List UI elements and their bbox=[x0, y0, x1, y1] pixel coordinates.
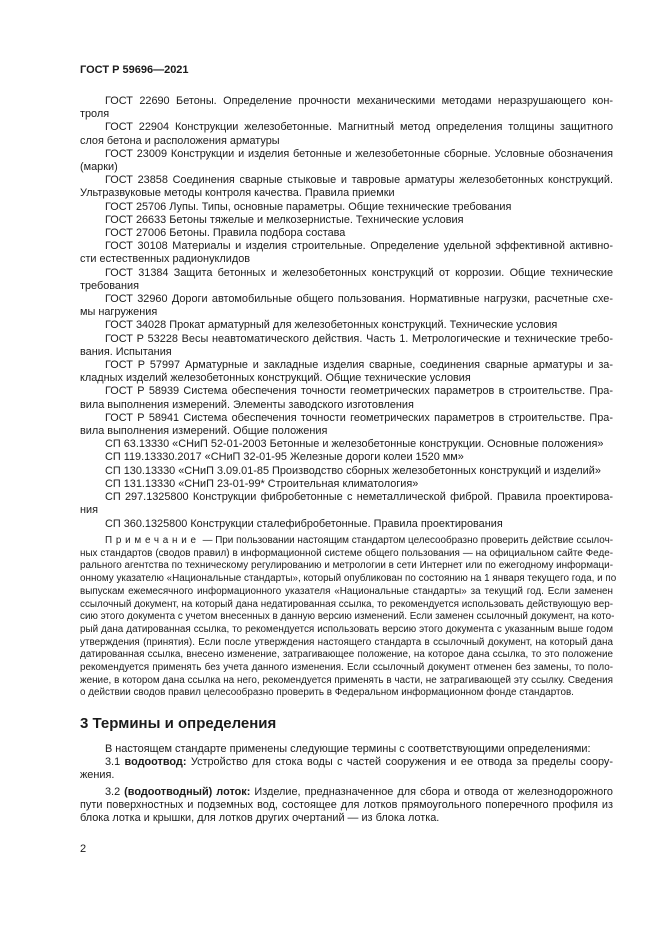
reference-entry bbox=[80, 95, 613, 121]
section-heading: 3 Термины и определения bbox=[80, 715, 277, 732]
reference-entry bbox=[80, 148, 613, 174]
text-line: СП 63.13330 «СНиП 52-01-2003 Бетонные и железобетонные конструкции. Основные положения» bbox=[105, 438, 604, 451]
text-line: выпускам ежемесячного информационного указателя «Национальные стандарты» за текущий год. Если заменен bbox=[80, 585, 613, 597]
reference-entry bbox=[80, 359, 613, 385]
reference-entry bbox=[80, 412, 613, 438]
section-body bbox=[80, 743, 613, 825]
term-name: (водоотводный) лоток: bbox=[124, 785, 251, 798]
note-label: Примечание bbox=[105, 535, 200, 546]
reference-entry bbox=[80, 478, 613, 491]
term-definition bbox=[80, 756, 613, 782]
document-designation: ГОСТ Р 59696—2021 bbox=[80, 64, 189, 76]
text-line: СП 297.1325800 Конструкции фибробетонные с неметаллической фиброй. Правила проектирова- bbox=[105, 491, 613, 504]
text-line: СП 360.1325800 Конструкции сталефибробетонные. Правила проектирования bbox=[105, 517, 503, 530]
reference-entry bbox=[80, 121, 613, 147]
text-line: вила выполнения измерений. Элементы заводского изготовления bbox=[80, 398, 414, 411]
reference-entry bbox=[80, 465, 613, 478]
text-line: пути поверхностных и подземных вод, состоящее для лотков прямоугольного поперечного профиля из bbox=[80, 798, 613, 811]
text-line: ния bbox=[80, 504, 98, 517]
normative-references-list bbox=[80, 95, 613, 531]
text-line: рекомендуется применять без учета данного изменения. Если ссылочный документ отменен без замены, то поло- bbox=[80, 662, 613, 674]
text-line: вила выполнения измерений. Общие положения bbox=[80, 425, 328, 438]
text-line: датированная ссылка, внесено изменение, затрагивающее положение, на которое дана ссылка, то это положение bbox=[80, 649, 613, 661]
text-line: ГОСТ Р 57997 Арматурные и закладные изделия сварные, соединения сварные арматуры и за- bbox=[105, 359, 613, 372]
note-text: — При пользовании настоящим стандартом целесообразно проверить действие ссылоч- bbox=[202, 535, 614, 546]
reference-entry bbox=[80, 333, 613, 359]
text-line: жения. bbox=[80, 769, 115, 782]
text-line: ГОСТ 22904 Конструкции железобетонные. Магнитный метод определения толщины защитного bbox=[105, 121, 613, 134]
reference-entry bbox=[80, 267, 613, 293]
term-definition-text: Изделие, предназначенное для сбора и отвода от железнодорожного bbox=[254, 785, 613, 798]
reference-entry bbox=[80, 451, 613, 464]
text-line: ГОСТ 23858 Соединения сварные стыковые и тавровые арматуры железобетонных конструкций. bbox=[105, 174, 613, 187]
text-line bbox=[80, 756, 613, 769]
page-number: 2 bbox=[80, 843, 87, 855]
section-intro: В настоящем стандарте применены следующие термины с соответствующими определениями: bbox=[105, 743, 591, 755]
text-line: ГОСТ 30108 Материалы и изделия строительные. Определение удельной эффективной активно- bbox=[105, 240, 613, 253]
text-line: кладных изделий железобетонных конструкций. Общие технические условия bbox=[80, 372, 471, 385]
text-line bbox=[80, 535, 613, 548]
text-line: ГОСТ 32960 Дороги автомобильные общего пользования. Нормативные нагрузки, расчетные схе- bbox=[105, 293, 613, 306]
text-line: рального агентства по техническому регулированию и метрологии в сети Интернет или по ежегодному информаци- bbox=[80, 560, 613, 572]
text-line: СП 130.13330 «СНиП 3.09.01-85 Производство сборных железобетонных конструкций и изделий» bbox=[105, 464, 601, 477]
text-line: Ультразвуковые методы контроля качества. Правила приемки bbox=[80, 187, 395, 200]
text-line: ГОСТ 22690 Бетоны. Определение прочности механическими методами неразрушающего кон- bbox=[105, 95, 613, 107]
text-line: ГОСТ Р 58939 Система обеспечения точности геометрических параметров в строительстве. Пра- bbox=[105, 385, 613, 398]
text-line: о действии сводов правил целесообразно проверить в Федеральном информационном фонде стандартов. bbox=[80, 687, 574, 699]
text-line: ных стандартов (сводов правил) в информационной системе общего пользования — на официальном сайте Феде- bbox=[80, 547, 613, 559]
text-line: требования bbox=[80, 279, 139, 292]
text-line: СП 119.13330.2017 «СНиП 32-01-95 Железные дороги колеи 1520 мм» bbox=[105, 451, 464, 464]
note bbox=[80, 535, 617, 700]
reference-entry bbox=[80, 201, 613, 214]
text-line: ГОСТ 27006 Бетоны. Правила подбора состава bbox=[105, 227, 346, 240]
reference-entry bbox=[80, 438, 613, 451]
text-line: ссылочный документ, на который дана недатированная ссылка, то рекомендуется использовать действующую вер- bbox=[80, 598, 613, 610]
reference-entry bbox=[80, 293, 613, 319]
reference-entry bbox=[80, 518, 613, 531]
text-line: мы нагружения bbox=[80, 306, 158, 319]
text-line: (марки) bbox=[80, 161, 118, 174]
reference-entry bbox=[80, 385, 613, 411]
text-line: троля bbox=[80, 108, 110, 121]
text-line: сти естественных радионуклидов bbox=[80, 253, 251, 266]
text-line bbox=[80, 786, 613, 799]
text-line: ГОСТ 31384 Защита бетонных и железобетонных конструкций от коррозии. Общие технические bbox=[105, 266, 613, 279]
text-line: ГОСТ 34028 Прокат арматурный для железобетонных конструкций. Технические условия bbox=[105, 319, 558, 332]
text-line: онному указателю «Национальные стандарты», который опубликован по состоянию на 1 января текущего года, и по bbox=[80, 573, 617, 585]
text-line: рый дана датированная ссылка, то рекомендуется использовать версию этого документа с указанным выше годом bbox=[80, 623, 613, 635]
term-name: водоотвод: bbox=[124, 756, 187, 769]
text-line: ГОСТ 25706 Лупы. Типы, основные параметры. Общие технические требования bbox=[105, 200, 512, 213]
text-line: вания. Испытания bbox=[80, 345, 172, 358]
term-definition-text: Устройство для стока воды с частей сооружения и ее отвода за пределы соору- bbox=[190, 756, 613, 769]
text-line: блока лотка и крышки, для лотков других очертаний — из блока лотка. bbox=[80, 812, 440, 825]
text-line: сию этого документа с учетом внесенных в данную версию изменений. Если заменен ссылочный документ, на кото- bbox=[80, 611, 615, 623]
reference-entry bbox=[80, 491, 613, 517]
reference-entry bbox=[80, 240, 613, 266]
text-line: утверждения (принятия). Если после утверждения настоящего стандарта в ссылочный документ, на который дана bbox=[80, 636, 613, 648]
text-line: жение, в котором дана ссылка на него, рекомендуется применять в части, не затрагивающей эту ссылку. Сведения bbox=[80, 674, 613, 686]
term-number: 3.1 bbox=[105, 756, 121, 769]
text-line: ГОСТ Р 53228 Весы неавтоматического действия. Часть 1. Метрологические и технические требо- bbox=[105, 332, 613, 345]
reference-entry bbox=[80, 214, 613, 227]
text-line: ГОСТ 26633 Бетоны тяжелые и мелкозернистые. Технические условия bbox=[105, 213, 464, 226]
reference-entry bbox=[80, 174, 613, 200]
reference-entry bbox=[80, 227, 613, 240]
text-line: слоя бетона и расположения арматуры bbox=[80, 134, 280, 147]
text-line: ГОСТ 23009 Конструкции и изделия бетонные и железобетонные сборные. Условные обозначения bbox=[105, 147, 613, 160]
text-line: СП 131.13330 «СНиП 23-01-99* Строительная климатология» bbox=[105, 477, 419, 490]
term-definition bbox=[80, 786, 613, 826]
text-line: ГОСТ Р 58941 Система обеспечения точности геометрических параметров в строительстве. Пра- bbox=[105, 411, 613, 424]
term-number: 3.2 bbox=[105, 785, 121, 798]
reference-entry bbox=[80, 319, 613, 332]
